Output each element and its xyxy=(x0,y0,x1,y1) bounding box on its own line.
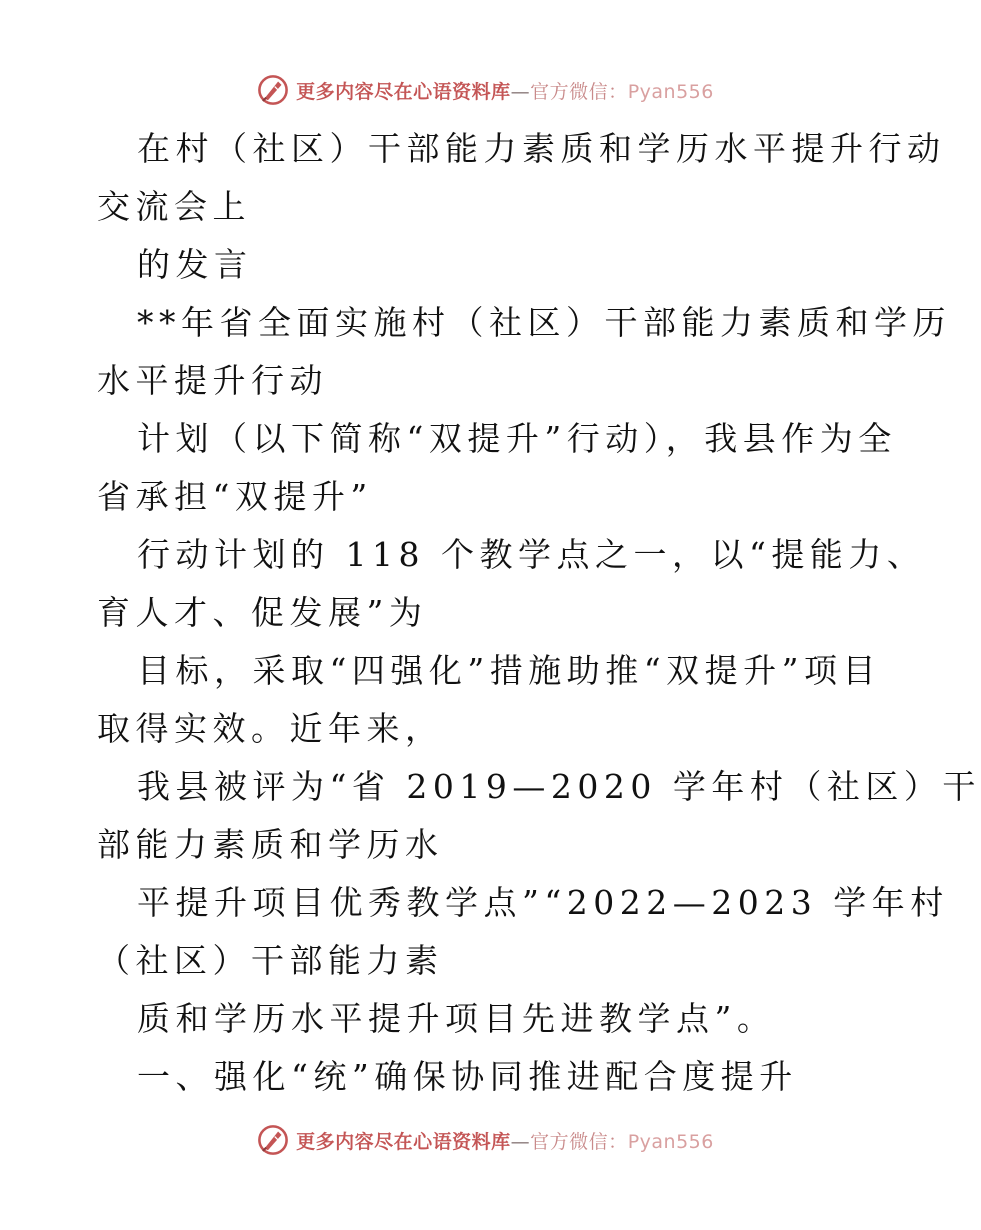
banner-separator: — xyxy=(510,1130,531,1153)
banner-wechat-id: Pyan556 xyxy=(627,80,714,103)
header-banner-text xyxy=(296,77,714,104)
footer-banner-text xyxy=(296,1127,714,1154)
banner-label: 官方微信： xyxy=(530,1130,628,1153)
footer-banner xyxy=(0,1120,950,1160)
banner-brand: 更多内容尽在心语资料库 xyxy=(296,1130,511,1153)
paragraph-line: 平提升项目优秀教学点”“2022—2023 学年村 xyxy=(137,883,949,922)
title-line-1: 在村（社区）干部能力素质和学历水平提升行动 xyxy=(137,129,946,168)
paragraph-line: 育人才、促发展”为 xyxy=(97,593,428,632)
banner-separator: — xyxy=(510,80,531,103)
document-body xyxy=(97,120,981,1106)
paragraph-line: 目标，采取“四强化”措施助推“双提升”项目 xyxy=(137,651,881,690)
banner-wechat-id: Pyan556 xyxy=(627,1130,714,1153)
paragraph-line: 部能力素质和学历水 xyxy=(97,825,444,864)
banner-brand: 更多内容尽在心语资料库 xyxy=(296,80,511,103)
paragraph-line: 行动计划的 118 个教学点之一，以“提能力、 xyxy=(137,535,926,574)
quill-pen-logo-icon xyxy=(256,73,290,107)
title-line-2: 交流会上 xyxy=(97,187,251,226)
paragraph-line: 省承担“双提升” xyxy=(97,477,373,516)
paragraph-line: 取得实效。近年来， xyxy=(97,709,444,748)
header-banner xyxy=(0,70,950,110)
paragraph-line: 我县被评为“省 2019—2020 学年村（社区）干 xyxy=(137,767,981,806)
section-heading: 一、强化“统”确保协同推进配合度提升 xyxy=(137,1057,798,1096)
quill-pen-logo-icon xyxy=(256,1123,290,1157)
header-banner-inner xyxy=(256,73,714,107)
paragraph-line: （社区）干部能力素 xyxy=(97,941,444,980)
footer-banner-inner xyxy=(256,1123,714,1157)
paragraph-line: 水平提升行动 xyxy=(97,361,328,400)
paragraph-line: 质和学历水平提升项目先进教学点”。 xyxy=(137,999,776,1038)
title-line-3: 的发言 xyxy=(137,245,253,284)
banner-label: 官方微信： xyxy=(530,80,628,103)
paragraph-line: 计划（以下简称“双提升”行动），我县作为全 xyxy=(137,419,897,458)
paragraph-line: **年省全面实施村（社区）干部能力素质和学历 xyxy=(137,303,951,342)
